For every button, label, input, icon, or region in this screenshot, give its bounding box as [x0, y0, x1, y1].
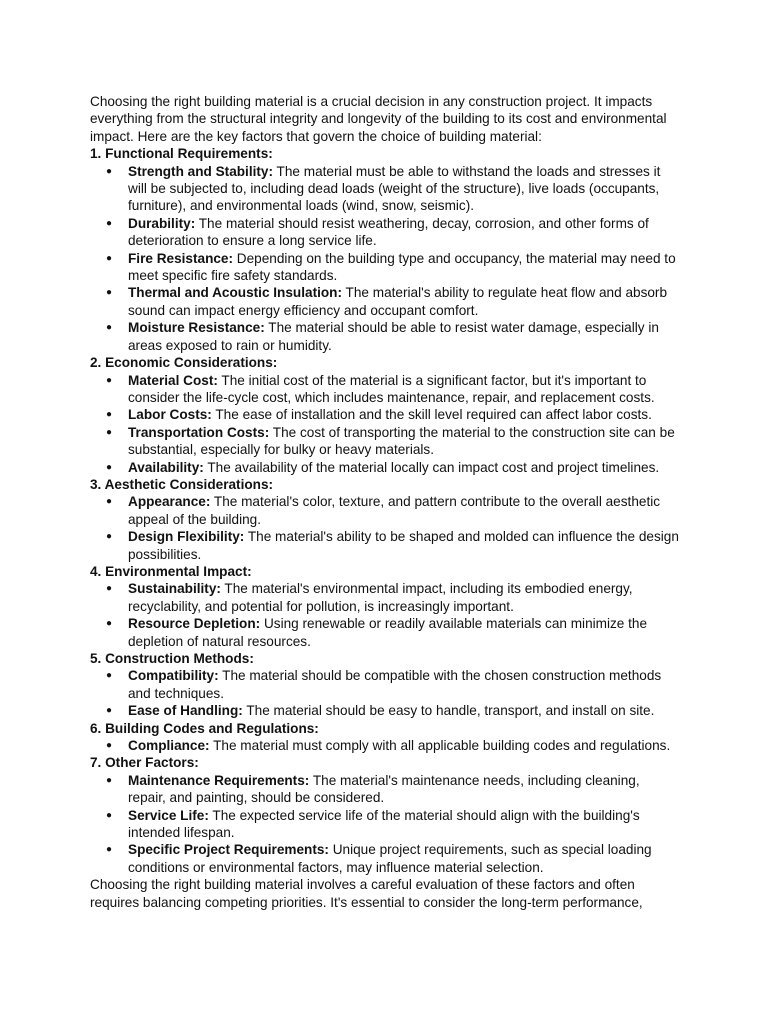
item-text: The material should be compatible with the chosen construction methods and techniques.	[128, 668, 662, 701]
item-text: The material should resist weathering, decay, corrosion, and other forms of deterioration to ensure a long service life.	[128, 215, 649, 249]
list-item	[128, 406, 680, 423]
bullet-list	[90, 163, 680, 354]
list-item	[128, 807, 680, 842]
item-text: The material's color, texture, and pattern contribute to the overall aesthetic appeal of the building.	[128, 494, 661, 527]
item-term: Appearance:	[128, 494, 211, 510]
list-item	[128, 528, 680, 563]
item-text: Depending on the building type and occupancy, the material may need to meet specific fire safety standards.	[128, 250, 676, 284]
item-text: The availability of the material locally can impact cost and project timelines.	[203, 459, 660, 475]
section-heading: 5. Construction Methods:	[90, 651, 254, 666]
item-term: Compliance:	[128, 738, 210, 754]
item-term: Design Flexibility:	[128, 529, 245, 545]
section-economic-considerations	[90, 354, 680, 476]
item-term: Labor Costs:	[128, 407, 212, 423]
list-item	[128, 372, 680, 407]
list-item	[128, 250, 680, 285]
item-text: The ease of installation and the skill level required can affect labor costs.	[211, 407, 652, 423]
bullet-list	[90, 772, 680, 876]
section-heading: 6. Building Codes and Regulations:	[90, 720, 319, 736]
list-item	[128, 841, 680, 876]
list-item	[128, 424, 680, 459]
bullet-list	[90, 737, 680, 754]
item-text: The initial cost of the material is a significant factor, but it's important to consider the life-cycle cost, which includes maintenance, repair, and replacement costs.	[128, 372, 655, 405]
item-term: Durability:	[128, 215, 196, 231]
intro-paragraph: Choosing the right building material is a crucial decision in any construction project. It impacts everything from the structural integrity and longevity of the building to its cost and environmental impact. Here are the key factors that govern the choice of building material:	[90, 94, 667, 144]
item-term: Service Life:	[128, 807, 209, 823]
list-item	[128, 667, 680, 702]
section-heading: 3. Aesthetic Considerations:	[90, 476, 274, 492]
item-text: Using renewable or readily available materials can minimize the depletion of natural resources.	[128, 616, 648, 649]
section-functional-requirements	[90, 145, 680, 354]
bullet-list	[90, 580, 680, 650]
bullet-list	[90, 493, 680, 563]
item-term: Moisture Resistance:	[128, 320, 265, 336]
list-item	[128, 580, 680, 615]
item-term: Resource Depletion:	[128, 616, 261, 632]
item-term: Specific Project Requirements:	[128, 842, 329, 858]
section-heading: 2. Economic Considerations:	[90, 355, 278, 371]
list-item	[128, 459, 680, 476]
section-aesthetic-considerations	[90, 476, 680, 563]
item-text: The material's maintenance needs, including cleaning, repair, and painting, should be considered.	[128, 772, 640, 806]
item-term: Thermal and Acoustic Insulation:	[128, 285, 343, 301]
section-building-codes	[90, 720, 680, 755]
item-text: Unique project requirements, such as special loading conditions or environmental factors, may influence material selection.	[128, 842, 652, 875]
section-environmental-impact	[90, 563, 680, 650]
closing-paragraph: Choosing the right building material involves a careful evaluation of these factors and often requires balancing competing priorities. It's essential to consider the long-term performance,	[90, 877, 643, 910]
item-term: Material Cost:	[128, 372, 218, 388]
item-text: The material must be able to withstand the loads and stresses it will be subjected to, including dead loads (weight of the structure), live loads (occupants, furniture), and environmental loads (wind, snow, seismic).	[128, 163, 661, 214]
item-text: The material's ability to regulate heat flow and absorb sound can impact energy efficiency and occupant comfort.	[128, 285, 668, 318]
item-term: Compatibility:	[128, 668, 219, 684]
item-term: Sustainability:	[128, 581, 221, 597]
list-item	[128, 284, 680, 319]
list-item	[128, 163, 680, 215]
item-text: The material's ability to be shaped and molded can influence the design possibilities.	[128, 529, 679, 562]
section-heading: 7. Other Factors:	[90, 755, 199, 771]
list-item	[128, 215, 680, 250]
item-term: Availability:	[128, 459, 204, 475]
list-item	[128, 702, 680, 719]
item-text: The material should be easy to handle, transport, and install on site.	[242, 703, 655, 719]
item-text: The material must comply with all applicable building codes and regulations.	[209, 738, 671, 754]
item-term: Strength and Stability:	[128, 163, 274, 179]
item-term: Maintenance Requirements:	[128, 772, 310, 788]
item-term: Fire Resistance:	[128, 250, 234, 266]
bullet-list	[90, 372, 680, 476]
list-item	[128, 772, 680, 807]
list-item	[128, 615, 680, 650]
section-construction-methods	[90, 650, 680, 720]
item-text: The expected service life of the material should align with the building's intended lifespan.	[128, 807, 640, 841]
list-item	[128, 319, 680, 354]
item-text: The material's environmental impact, including its embodied energy, recyclability, and potential for pollution, is increasingly important.	[128, 581, 633, 614]
section-heading: 1. Functional Requirements:	[90, 146, 273, 162]
section-other-factors	[90, 754, 680, 876]
bullet-list	[90, 667, 680, 719]
item-text: The cost of transporting the material to the construction site can be substantial, especially for bulky or heavy materials.	[128, 424, 675, 458]
list-item	[128, 493, 680, 528]
item-term: Transportation Costs:	[128, 424, 270, 440]
item-term: Ease of Handling:	[128, 703, 243, 719]
item-text: The material should be able to resist water damage, especially in areas exposed to rain or humidity.	[128, 320, 659, 353]
section-heading: 4. Environmental Impact:	[90, 563, 252, 579]
list-item	[128, 737, 680, 754]
